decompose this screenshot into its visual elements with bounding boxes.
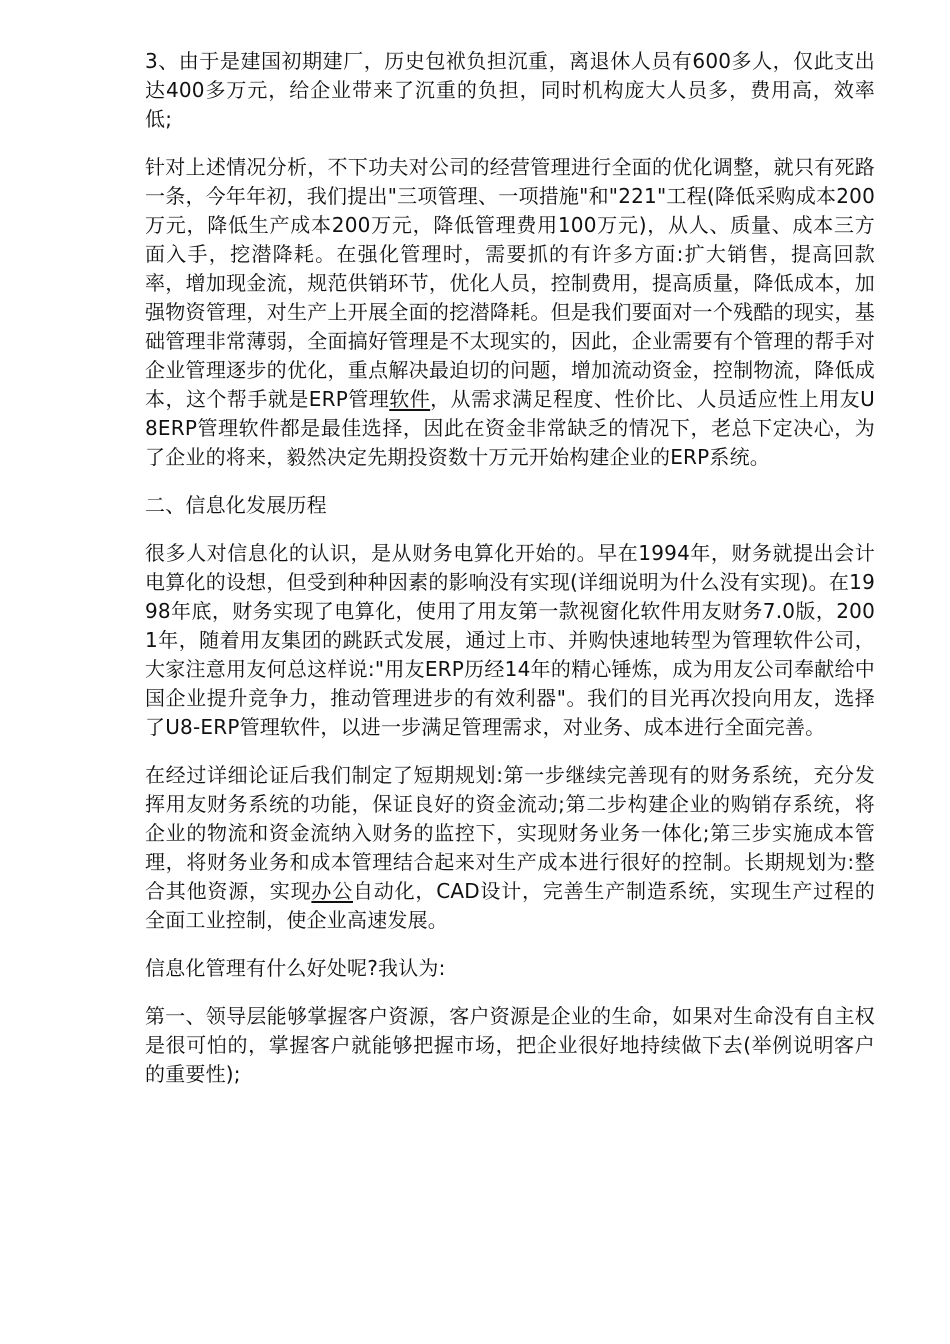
paragraph-planning: [145, 761, 875, 935]
paragraph-text: 在经过详细论证后我们制定了短期规划:第一步继续完善现有的财务系统，充分发挥用友财务系统的功能，保证良好的资金流动;第二步构建企业的购销存系统，将企业的物流和资金流纳入财务的监控下，实现财务业务一体化;第三步实施成本管理，将财务业务和成本管理结合起来对生产成本进行很好的控制。长期规划为:整合其他资源，实现: [145, 763, 875, 903]
paragraph-text: 很多人对信息化的认识，是从财务电算化开始的。早在1994年，财务就提出会计电算化的设想，但受到种种因素的影响没有实现(详细说明为什么没有实现)。在1998年底，财务实现了电算化，使用了用友第一款视窗化软件用友财务7.0版，2001年，随着用友集团的跳跃式发展，通过上市、并购快速地转型为管理软件公司，大家注意用友何总这样说:"用友ERP历经14年的精心锤炼，成为用友公司奉献给中国企业提升竞争力，推动管理进步的有效利器"。我们的目光再次投向用友，选择了U8-ERP管理软件，以进一步满足管理需求，对业务、成本进行全面完善。: [145, 541, 875, 739]
paragraph-text: 针对上述情况分析，不下功夫对公司的经营管理进行全面的优化调整，就只有死路一条，今年年初，我们提出"三项管理、一项措施"和"221"工程(降低采购成本200万元，降低生产成本200万元，降低管理费用100万元)，从人、质量、成本三方面入手，挖潜降耗。在强化管理时，需要抓的有许多方面:扩大销售，提高回款率，增加现金流，规范供销环节，优化人员，控制费用，提高质量，降低成本，加强物资管理，对生产上开展全面的挖潜降耗。但是我们要面对一个残酷的现实，基础管理非常薄弱，全面搞好管理是不太现实的，因此，企业需要有个管理的帮手对企业管理逐步的优化，重点解决最迫切的问题，增加流动资金，控制物流，降低成本，这个帮手就是ERP管理: [145, 155, 875, 411]
paragraph-text: 第一、领导层能够掌握客户资源，客户资源是企业的生命，如果对生命没有自主权是很可怕的，掌握客户就能够把握市场，把企业很好地持续做下去(举例说明客户的重要性);: [145, 1004, 875, 1086]
paragraph-management-analysis: [145, 153, 875, 472]
heading-text: 二、信息化发展历程: [145, 493, 327, 517]
paragraph-benefit-one: [145, 1002, 875, 1089]
paragraph-text: 自动化，CAD设计，完善生产制造系统，实现生产过程的全面工业控制，使企业高速发展。: [145, 879, 876, 932]
section-heading-informatization-history: [145, 491, 875, 520]
paragraph-text: 信息化管理有什么好处呢?我认为:: [145, 956, 446, 980]
paragraph-informatization-history: [145, 539, 875, 742]
office-link[interactable]: 办公: [311, 879, 353, 903]
paragraph-benefits-question: [145, 954, 875, 983]
document-body: [145, 47, 875, 1108]
paragraph-text: 3、由于是建国初期建厂，历史包袱负担沉重，离退休人员有600多人，仅此支出达400多万元，给企业带来了沉重的负担，同时机构庞大人员多，费用高，效率低;: [145, 49, 875, 131]
paragraph-burden: [145, 47, 875, 134]
software-link[interactable]: 软件: [389, 387, 431, 411]
paragraph-text: ，从需求满足程度、性价比、人员适应性上用友U8ERP管理软件都是最佳选择，因此在资金非常缺乏的情况下，老总下定决心，为了企业的将来，毅然决定先期投资数十万元开始构建企业的ERP系统。: [145, 387, 875, 469]
